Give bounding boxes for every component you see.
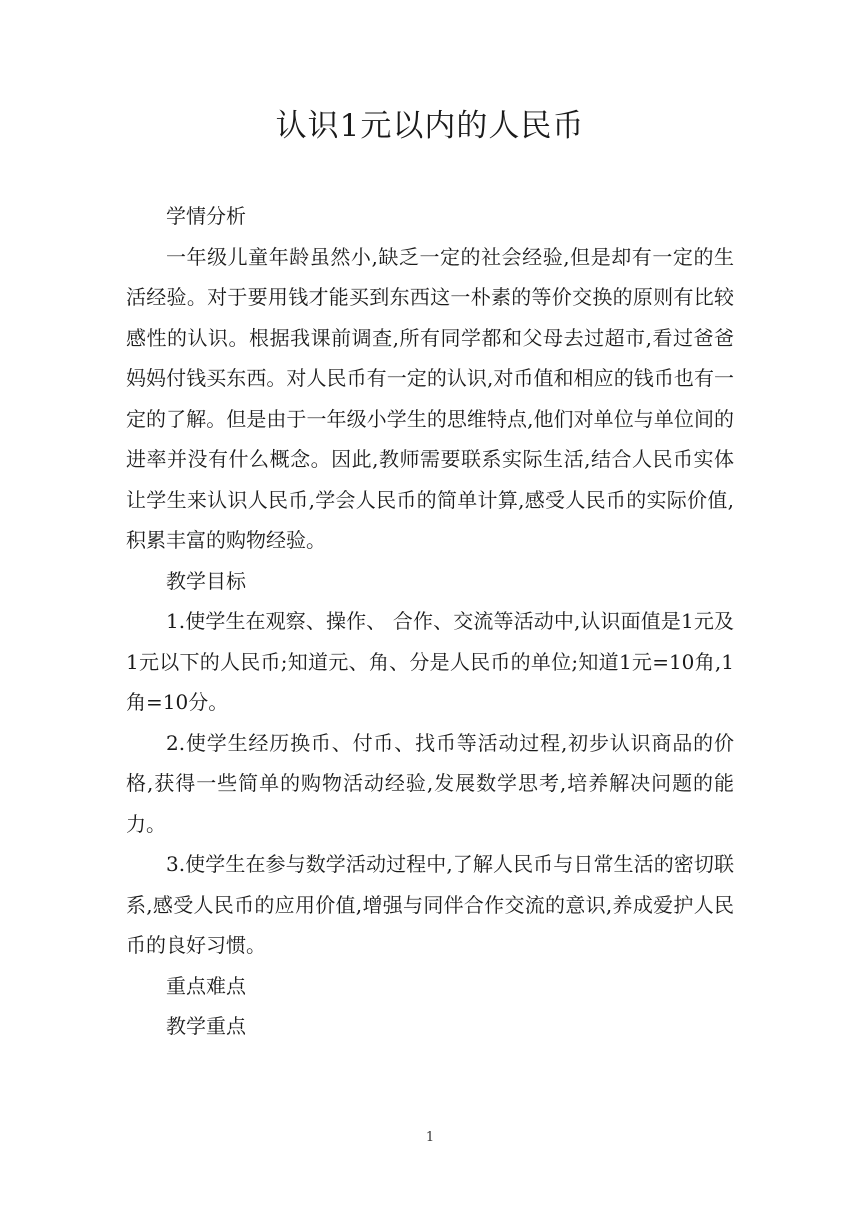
page-number: 1 xyxy=(425,1130,435,1145)
paragraph-goal-3: 3.使学生在参与数学活动过程中,了解人民币与日常生活的密切联系,感受人民币的应用价值,增强与同伴合作交流的意识,养成爱护人民币的良好习惯。 xyxy=(126,852,734,957)
paragraph-goal-1: 1.使学生在观察、操作、 合作、交流等活动中,认识面值是1元及1元以下的人民币;知道元、角、分是人民币的单位;知道1元=10角,1角=10分。 xyxy=(126,609,734,714)
section-heading-goals: 教学目标 xyxy=(166,568,246,593)
section-heading-key-points: 重点难点 xyxy=(166,973,246,998)
document-title: 认识1元以内的人民币 xyxy=(275,108,585,144)
paragraph-goal-2: 2.使学生经历换币、付币、找币等活动过程,初步认识商品的价格,获得一些简单的购物活动经验,发展数学思考,培养解决问题的能力。 xyxy=(126,730,734,836)
section-heading-teaching-focus: 教学重点 xyxy=(166,1014,246,1038)
paragraph-analysis: 一年级儿童年龄虽然小,缺乏一定的社会经验,但是却有一定的生活经验。对于要用钱才能买到东西这一朴素的等价交换的原则有比较感性的认识。根据我课前调查,所有同学都和父母去过超市,看过爸爸妈妈付钱买东西。对人民币有一定的认识,对币值和相应的钱币也有一定的了解。但是由于一年级小学生的思维特点,他们对单位与单位间的进率并没有什么概念。因此,教师需要联系实际生活,结合人民币实体让学生来认识人民币,学会人民币的简单计算,感受人民币的实际价值,积累丰富的购物经验。 xyxy=(126,244,734,552)
section-heading-analysis: 学情分析 xyxy=(166,204,246,228)
document-body xyxy=(126,196,734,1047)
